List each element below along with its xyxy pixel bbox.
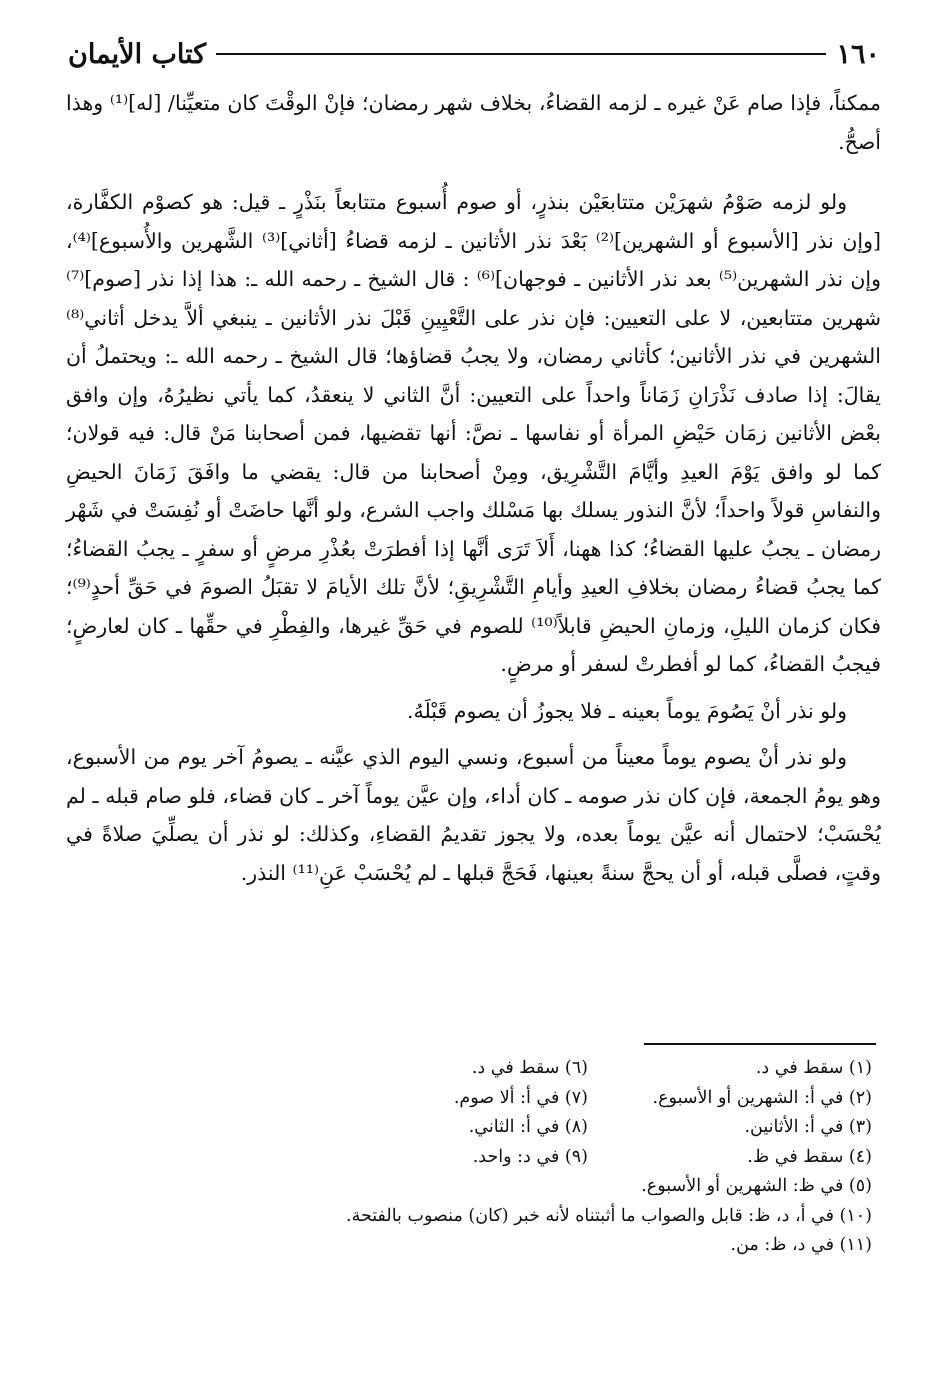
footnote-6: (٦) سقط في د. [471, 1058, 588, 1078]
paragraph-4: ولو نذر أنْ يصوم يوماً معيناً من أسبوع، ونسي اليوم الذي عيَّنه ـ يصومُ آخر يوم من الأسبوع، وهو يومُ الجمعة، فإن كان نذر صومه ـ كان أداء، وإن عيَّن يوماً آخر ـ كان قضاء، فلو صام قبله ـ لم يُحْسَبْ؛ لاحتمال أنه عيَّن يوماً بعده، ولا يجوز تقديمُ القضاءِ، وكذلك: لو نذر أن يصلِّيَ صلاةً في وقتٍ، فصلَّى قبله، أو أن يحجَّ سنةً بعينها، فَحَجَّ قبلها ـ لم يُحْسَبْ عَنِ⁽¹¹⁾ النذر. [66, 745, 881, 885]
footnote-grid [62, 1054, 872, 1172]
footnote-8: (٨) في أ: الثاني. [468, 1117, 588, 1137]
paragraph-1: ممكناً، فإذا صام عَنْ غيره ـ لزمه القضاءُ، بخلاف شهر رمضان؛ فإنْ الوقْتَ كان متعيِّنا/ [له]⁽¹⁾ وهذا أصحُّ. [66, 91, 882, 154]
footnote-5: (٥) في ظ: الشهرين أو الأسبوع. [641, 1176, 872, 1196]
footnote-9: (٩) في د: واحد. [472, 1146, 588, 1167]
footnote-1: (١) سقط في د. [755, 1058, 872, 1078]
paragraph-2: ولو لزمه صَوْمُ شهرَيْن متتابعَيْن بنذرٍ، أو صوم أُسبوع متتابعاً بنَذْرٍ ـ قيل: هو كصوْم الكفَّارة، [وإن نذر [الأسبوع أو الشهرين]⁽²⁾ بَعْدَ نذر الأثانين ـ لزمه قضاءُ [أثاني]⁽³⁾ الشَّهرين والأُسبوع]⁽⁴⁾، وإن نذر الشهرين⁽⁵⁾ بعد نذر الأثانين ـ فوجهان]⁽⁶⁾ : قال الشيخ ـ رحمه الله ـ: هذا إذا نذر [صوم]⁽⁷⁾ شهرين متتابعين، لا على التعيين: فإن نذر على التَّعْيِينِ قَبْلَ نذر الأثانين ـ ينبغي ألاَّ يدخل أثاني⁽⁸⁾ الشهرين في نذر الأثانين؛ كأثاني رمضان، ولا يجبُ قضاؤها؛ قال الشيخ ـ رحمه الله ـ: ويحتملُ أن يقالَ: إذا صادف نَذْرَانِ زَمَاناً واحداً على التعيين: أنَّ الثاني لا ينعقدُ، كما يأتي نظيرُهُ، وإن وافق بعْض الأثانين زمَان حَيْضِ المرأة أو نفاسها ـ نصَّ: أنها تقضيها، فمن أصحابنا مَنْ قال: فيه قولان؛ كما لو وافق يَوْمَ العيدِ وأيَّامَ التَّشْرِيق، ومِنْ أصحابنا من قال: يقضي ما وافَقَ زَمَانَ الحيضِ والنفاسِ قولاً واحداً؛ لأنَّ النذور يسلك بها مَسْلك واجب الشرع، ولو أنَّها حاضَتْ أو نُفِسَتْ في شَهْر رمضان ـ يجبُ عليها القضاءُ؛ كذا ههنا، أَلاَ تَرَى أنَّها إذا أفطرَتْ بعُذْرِ مرضٍ أو سفرٍ ـ يجبُ القضاءُ؛ كما يجبُ قضاءُ رمضان بخلافِ العيدِ وأيامِ التَّشْرِيقِ؛ لأنَّ تلك الأيامَ لا تقبَلُ الصومَ في حَقِّ أحدٍ⁽⁹⁾؛ فكان كزمان الليلِ، وزمانِ الحيضِ قابلاً⁽¹⁰⁾ للصوم في حَقِّ غيرها، والفِطْرِ في حقِّها ـ كان لعارضٍ؛ فيجبُ القضاءُ، كما لو أفطرتْ لسفر أو مرضٍ. [66, 190, 882, 676]
footnote-4: (٤) سقط في ظ. [747, 1146, 872, 1167]
footnote-3: (٣) في أ: الأثانين. [744, 1117, 872, 1137]
footnote-10: (١٠) في أ، د، ظ: قابل والصواب ما أثبتناه لأنه خبر (كان) منصوب بالفتحة. [346, 1205, 872, 1226]
footnote-separator [644, 1043, 876, 1045]
footnote-7: (٧) في أ: ألا صوم. [453, 1087, 588, 1108]
page-header [68, 30, 880, 78]
paragraph-3: ولو نذر أنْ يَصُومَ يوماً بعينه ـ فلا يجوزُ أن يصوم قَبْلَهُ. [406, 698, 847, 723]
book-title: كتاب الأيمان [68, 38, 207, 70]
footnote-11: (١١) في د، ظ: من. [730, 1235, 872, 1255]
footnotes [62, 1054, 872, 1261]
header-rule [216, 53, 826, 55]
main-text [66, 84, 881, 900]
page-number: ١٦٠ [836, 38, 880, 70]
footnote-2: (٢) في أ: الشهرين أو الأسبوع. [652, 1087, 872, 1108]
